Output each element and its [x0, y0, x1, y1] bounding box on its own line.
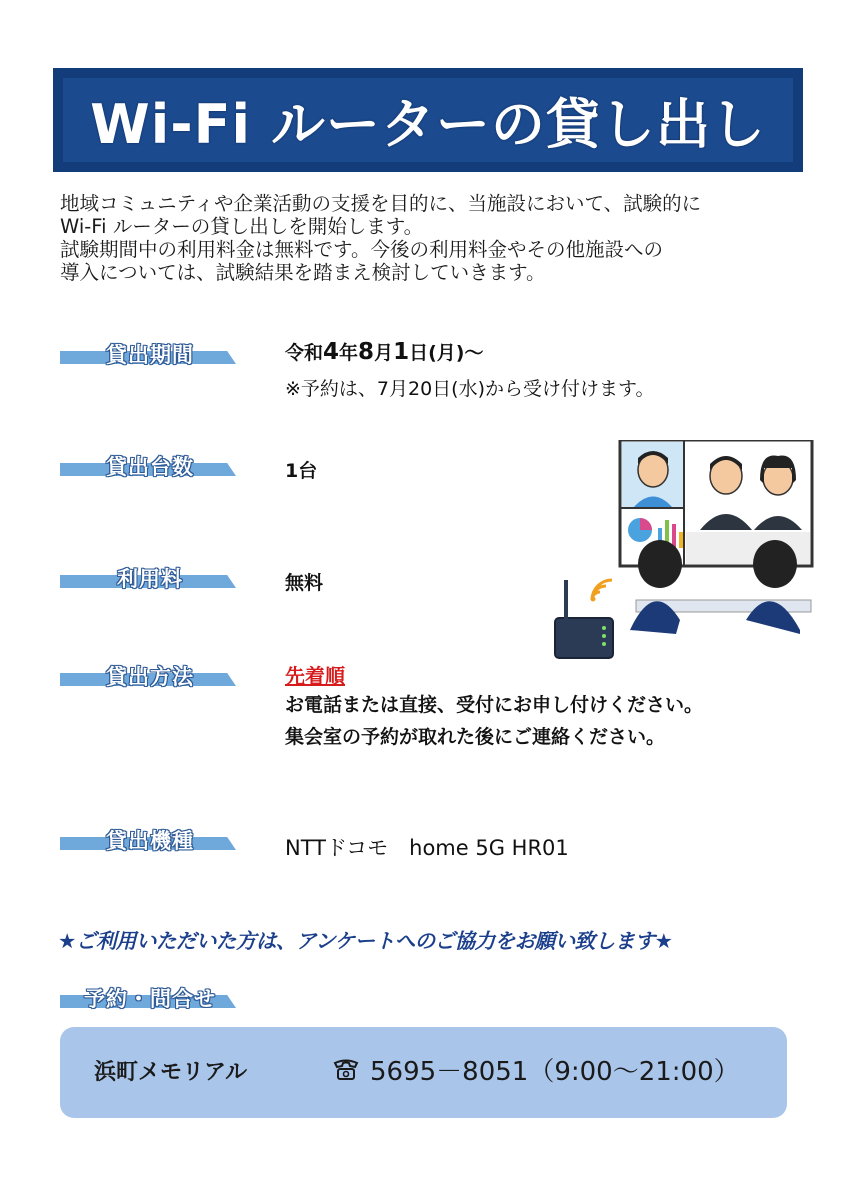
tag-contact — [60, 984, 240, 1018]
tag-period — [60, 340, 240, 374]
tag-model — [60, 826, 240, 860]
period-date-nen: 年 — [339, 342, 359, 364]
intro-line-2: Wi-Fi ルーターの貸し出しを開始します。 — [60, 215, 424, 238]
online-meeting-illustration — [550, 440, 815, 662]
tag-contact-label: 予約・問合せ — [84, 987, 216, 1011]
facility-name: 浜町メモリアル — [94, 1060, 248, 1085]
period-date-prefix: 令和 — [285, 342, 324, 364]
tag-fee — [60, 564, 240, 598]
contact-box — [60, 1027, 787, 1118]
tag-model-label: 貸出機種 — [106, 829, 194, 853]
title-banner — [53, 68, 803, 172]
tag-count — [60, 452, 240, 486]
method-line-2: 集会室の予約が取れた後にご連絡ください。 — [285, 726, 666, 748]
fee-value: 無料 — [285, 572, 324, 594]
tag-count-label: 貸出台数 — [106, 455, 194, 479]
intro-text — [60, 192, 820, 284]
intro-line-1: 地域コミュニティや企業活動の支援を目的に、当施設において、試験的に — [60, 192, 702, 215]
tag-method-label: 貸出方法 — [106, 665, 194, 689]
phone-icon — [332, 1058, 360, 1088]
period-date-month: 8 — [358, 339, 375, 365]
period-date-gatsu: 月 — [374, 342, 394, 364]
method-highlight — [285, 660, 345, 689]
method-highlight-text: 先着順 — [285, 664, 345, 688]
count-value: 1台 — [285, 460, 318, 482]
model-value: NTTドコモ home 5G HR01 — [285, 836, 569, 860]
title-banner-inner — [63, 78, 793, 162]
survey-notice: ★ご利用いただいた方は、アンケートへのご協力をお願い致します★ — [58, 929, 673, 953]
tag-period-label: 貸出期間 — [106, 343, 194, 367]
period-date-suffix: 日(月)～ — [409, 342, 484, 364]
page-title: Wi-Fi ルーターの貸し出し — [90, 92, 766, 156]
method-line-1: お電話または直接、受付にお申し付けください。 — [285, 694, 704, 716]
phone-number: 5695－8051（9:00～21:00） — [370, 1057, 740, 1087]
period-date — [285, 338, 483, 365]
period-date-day: 1 — [393, 339, 410, 365]
tag-method — [60, 662, 240, 696]
period-date-year: 4 — [323, 339, 340, 365]
intro-line-3: 試験期間中の利用料金は無料です。今後の利用料金やその他施設への — [60, 238, 663, 261]
contact-phone — [332, 1051, 740, 1088]
period-note: ※予約は、7月20日(水)から受け付けます。 — [285, 378, 655, 400]
intro-line-4: 導入については、試験結果を踏まえ検討していきます。 — [60, 261, 546, 284]
tag-fee-label: 利用料 — [117, 567, 183, 591]
